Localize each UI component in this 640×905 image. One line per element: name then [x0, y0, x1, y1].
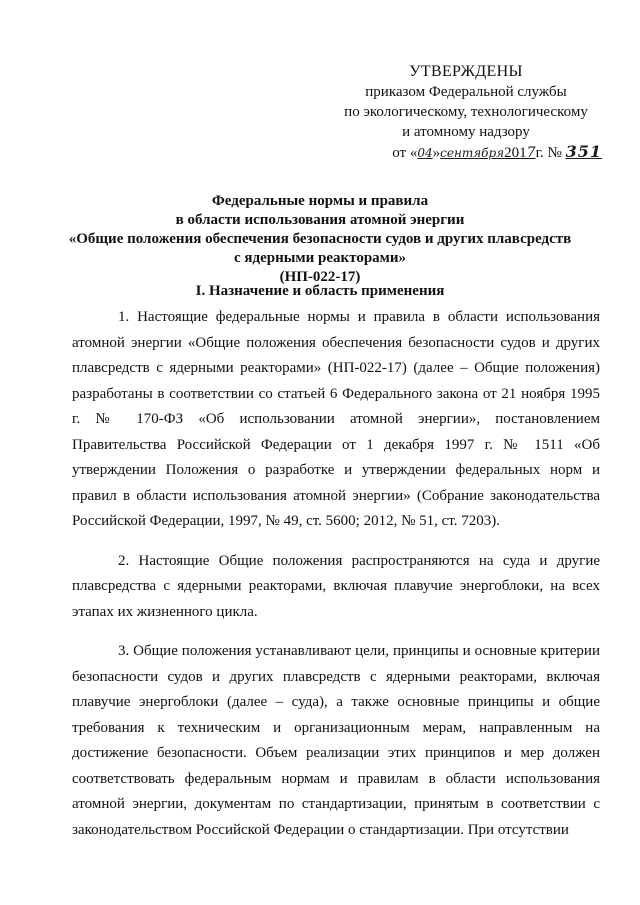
document-code: (НП-022-17) [279, 269, 361, 285]
paragraph-1: 1. Настоящие федеральные нормы и правила в области использования атомной энергии «Общие положения обеспечения безопасности судов и других плавсредств с ядерными реакторами» (НП-022-17) (далее – Общие положения) разработаны в соответствии со статьей 6 Федерального закона от 21 ноября 1995 г. № 170-ФЗ «Об использовании атомной энергии», постановлением Правительства Российской Федерации от 1 декабря 1997 г. № 1511 «Об утверждении Положения о разработке и утверждении федеральных норм и правил в области использования атомной энергии» (Собрание законодательства Российской Федерации, 1997, № 49, ст. 5600; 2012, № 51, ст. 7203). [72, 309, 600, 529]
approval-line-2: по экологическому, технологическому [344, 104, 588, 120]
approval-line-1: приказом Федеральной службы [365, 84, 567, 100]
section-heading: I. Назначение и область применения [195, 283, 445, 299]
approval-block [330, 62, 602, 163]
date-prefix: от « [392, 145, 418, 161]
title-line-4: с ядерными реакторами» [233, 250, 407, 266]
title-line-2: в области использования атомной энергии [175, 212, 465, 228]
date-year-suffix-handwritten: 7 [526, 145, 536, 161]
date-close-quote: » [432, 145, 441, 161]
date-day-handwritten: 04 [417, 146, 433, 160]
document-body [72, 305, 600, 843]
date-year-prefix: 201 [504, 145, 527, 161]
title-line-1: Федеральные нормы и правила [211, 193, 429, 209]
title-line-3: «Общие положения обеспечения безопасности судов и других плавсредств [68, 231, 572, 247]
paragraph-3: 3. Общие положения устанавливают цели, принципы и основные критерии безопасности судов и других плавсредств с ядерными реакторами, включая плавучие энергоблоки (далее – суда), а также основные принципы и общие требования к техническим и организационным мерам, направленным на достижение безопасности. Объем реализации этих принципов и мер должен соответствовать федеральным нормам и правилам в области использования атомной энергии, документам по стандартизации, принятым в соответствии с законодательством Российской Федерации о стандартизации. При отсутствии [72, 643, 600, 838]
date-g-label: г. № [535, 145, 562, 161]
approval-title: УТВЕРЖДЕНЫ [409, 63, 523, 80]
document-title [40, 192, 600, 287]
paragraph-2: 2. Настоящие Общие положения распространяются на суда и другие плавсредства с ядерными реакторами, включая плавучие энергоблоки, на всех этапах их жизненного цикла. [72, 552, 600, 620]
approval-line-3: и атомному надзору [402, 124, 530, 140]
date-month-handwritten: сентября [440, 146, 505, 160]
order-number-handwritten: 351 [565, 142, 602, 161]
approval-date-line [330, 142, 602, 163]
